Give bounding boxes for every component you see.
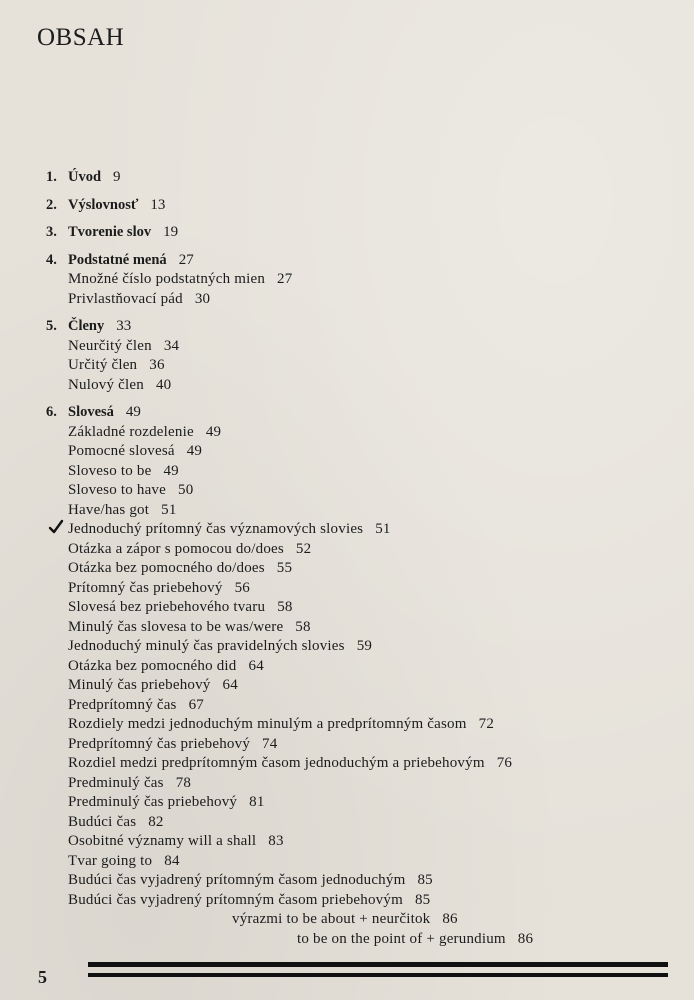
toc-entry bbox=[46, 462, 646, 482]
toc-chapter-heading bbox=[46, 403, 646, 423]
toc-entry bbox=[46, 376, 646, 396]
toc-entry bbox=[46, 442, 646, 462]
toc-entry-checked bbox=[46, 520, 646, 540]
toc-entry bbox=[46, 813, 646, 833]
entry-title: Pomocné slovesá bbox=[68, 443, 175, 459]
entry-title: Sloveso to have bbox=[68, 482, 166, 498]
entry-page: 81 bbox=[249, 794, 265, 810]
toc-entry bbox=[46, 715, 646, 735]
chapter-number: 3. bbox=[46, 224, 57, 240]
entry-title: Predminulý čas bbox=[68, 774, 164, 791]
entry-page: 74 bbox=[262, 735, 278, 752]
toc-entry bbox=[46, 540, 646, 560]
chapter-number: 5. bbox=[46, 318, 57, 334]
toc-chapter bbox=[46, 251, 646, 310]
entry-title: Minulý čas slovesa to be was/were bbox=[68, 618, 284, 635]
entry-title: Budúci čas bbox=[68, 813, 137, 830]
entry-title: Rozdiel medzi predprítomným časom jednoduchým a priebehovým bbox=[68, 755, 485, 771]
entry-page: 56 bbox=[234, 579, 250, 596]
toc-entry bbox=[46, 559, 646, 579]
entry-title: Budúci čas vyjadrený prítomným časom jednoduchým bbox=[68, 872, 406, 888]
entry-page: 49 bbox=[163, 462, 179, 479]
toc-entry bbox=[46, 637, 646, 657]
entry-title: Predprítomný čas priebehový bbox=[68, 735, 251, 752]
page-number: 5 bbox=[38, 967, 47, 987]
entry-title: Množné číslo podstatných mien bbox=[68, 271, 266, 287]
toc-entry bbox=[46, 290, 646, 310]
entry-page: 85 bbox=[414, 891, 431, 908]
toc-entry bbox=[46, 579, 646, 599]
entry-page: 36 bbox=[149, 357, 165, 373]
entry-title: Otázka bez pomocného did bbox=[68, 657, 237, 674]
entry-page: 86 bbox=[517, 930, 534, 947]
entry-title: Jednoduchý minulý čas pravidelných slovies bbox=[68, 638, 345, 654]
entry-title: Jednoduchý prítomný čas významových slovies bbox=[68, 521, 364, 537]
toc-entry bbox=[46, 423, 646, 443]
chapter-page: 13 bbox=[150, 196, 166, 213]
entry-page: 55 bbox=[276, 560, 293, 576]
toc-entry bbox=[46, 696, 646, 716]
toc-entry bbox=[46, 891, 646, 911]
entry-title: Určitý člen bbox=[68, 357, 138, 373]
entry-page: 82 bbox=[148, 813, 164, 830]
toc-chapter bbox=[46, 403, 646, 949]
entry-title: Prítomný čas priebehový bbox=[68, 579, 223, 596]
toc-entry bbox=[46, 657, 646, 677]
toc-entry bbox=[46, 871, 646, 891]
chapter-title: Výslovnosť bbox=[68, 196, 139, 213]
toc-entry bbox=[46, 481, 646, 501]
toc-entry bbox=[46, 774, 646, 794]
entry-page: 49 bbox=[205, 423, 222, 440]
entry-page: 52 bbox=[295, 540, 312, 557]
toc-chapter bbox=[46, 196, 646, 216]
toc-entry-continuation bbox=[46, 930, 646, 950]
toc-entry bbox=[46, 754, 646, 774]
entry-title: Základné rozdelenie bbox=[68, 423, 194, 440]
entry-page: 51 bbox=[161, 501, 177, 518]
entry-title: Osobitné významy will a shall bbox=[68, 833, 257, 849]
chapter-title: Úvod bbox=[68, 169, 102, 185]
entry-title: výrazmi to be about + neurčitok bbox=[232, 911, 431, 927]
toc-chapter-heading bbox=[46, 223, 646, 243]
entry-title: Have/has got bbox=[68, 501, 150, 518]
toc-entry bbox=[46, 852, 646, 872]
entry-page: 27 bbox=[277, 271, 293, 287]
footer-rule-bottom bbox=[88, 973, 668, 977]
entry-title: Neurčitý člen bbox=[68, 337, 152, 354]
entry-page: 72 bbox=[478, 716, 495, 732]
entry-page: 59 bbox=[356, 638, 373, 654]
footer-rule-top bbox=[88, 962, 668, 967]
chapter-page: 19 bbox=[163, 224, 179, 240]
table-of-contents bbox=[46, 168, 646, 957]
chapter-title: Slovesá bbox=[68, 404, 114, 420]
entry-title: to be on the point of + gerundium bbox=[297, 930, 506, 947]
entry-title: Predminulý čas priebehový bbox=[68, 794, 238, 810]
toc-chapter-heading bbox=[46, 251, 646, 271]
entry-title: Otázka bez pomocného do/does bbox=[68, 560, 265, 576]
toc-entry bbox=[46, 735, 646, 755]
entry-title: Predprítomný čas bbox=[68, 696, 177, 713]
entry-page: 51 bbox=[375, 521, 391, 537]
entry-page: 86 bbox=[442, 911, 458, 927]
chapter-page: 33 bbox=[116, 318, 132, 334]
toc-entry bbox=[46, 832, 646, 852]
toc-entry bbox=[46, 676, 646, 696]
toc-chapter bbox=[46, 317, 646, 395]
entry-title: Nulový člen bbox=[68, 376, 144, 393]
toc-entry bbox=[46, 337, 646, 357]
entry-page: 78 bbox=[175, 774, 192, 791]
entry-title: Sloveso to be bbox=[68, 462, 152, 479]
chapter-number: 6. bbox=[46, 404, 57, 420]
chapter-page: 27 bbox=[178, 251, 194, 268]
entry-page: 49 bbox=[186, 443, 203, 459]
chapter-page: 49 bbox=[125, 404, 141, 420]
entry-page: 50 bbox=[178, 482, 194, 498]
entry-page: 58 bbox=[277, 599, 293, 615]
toc-entry bbox=[46, 793, 646, 813]
chapter-title: Tvorenie slov bbox=[68, 224, 152, 240]
entry-page: 85 bbox=[417, 872, 433, 888]
entry-page: 30 bbox=[194, 290, 211, 307]
toc-entry bbox=[46, 501, 646, 521]
entry-page: 34 bbox=[163, 337, 180, 354]
entry-page: 64 bbox=[222, 677, 238, 693]
chapter-number: 2. bbox=[46, 196, 57, 213]
page-title: OBSAH bbox=[37, 24, 125, 51]
toc-chapter bbox=[46, 168, 646, 188]
chapter-title: Členy bbox=[68, 318, 105, 334]
entry-page: 83 bbox=[268, 833, 284, 849]
toc-chapter-heading bbox=[46, 168, 646, 188]
toc-entry-continuation bbox=[46, 910, 646, 930]
checkmark-icon bbox=[48, 519, 64, 540]
chapter-number: 4. bbox=[46, 251, 57, 268]
checkmark-icon-svg bbox=[48, 519, 64, 535]
toc-entry bbox=[46, 598, 646, 618]
entry-title: Tvar going to bbox=[68, 852, 153, 869]
entry-page: 40 bbox=[155, 376, 172, 393]
entry-title: Otázka a zápor s pomocou do/does bbox=[68, 540, 284, 557]
entry-page: 58 bbox=[295, 618, 311, 635]
entry-page: 76 bbox=[496, 755, 513, 771]
chapter-number: 1. bbox=[46, 169, 57, 185]
entry-page: 84 bbox=[164, 852, 180, 869]
entry-title: Rozdiely medzi jednoduchým minulým a predprítomným časom bbox=[68, 716, 467, 732]
entry-title: Slovesá bez priebehového tvaru bbox=[68, 599, 266, 615]
entry-page: 67 bbox=[188, 696, 205, 713]
toc-entry bbox=[46, 270, 646, 290]
toc-chapter-heading bbox=[46, 196, 646, 216]
entry-title: Minulý čas priebehový bbox=[68, 677, 211, 693]
entry-title: Budúci čas vyjadrený prítomným časom priebehovým bbox=[68, 891, 403, 908]
toc-chapter-heading bbox=[46, 317, 646, 337]
toc-entry bbox=[46, 618, 646, 638]
toc-entry bbox=[46, 356, 646, 376]
chapter-page: 9 bbox=[113, 169, 121, 185]
entry-title: Privlastňovací pád bbox=[68, 290, 183, 307]
toc-chapter bbox=[46, 223, 646, 243]
chapter-title: Podstatné mená bbox=[68, 251, 167, 268]
entry-page: 64 bbox=[248, 657, 264, 674]
